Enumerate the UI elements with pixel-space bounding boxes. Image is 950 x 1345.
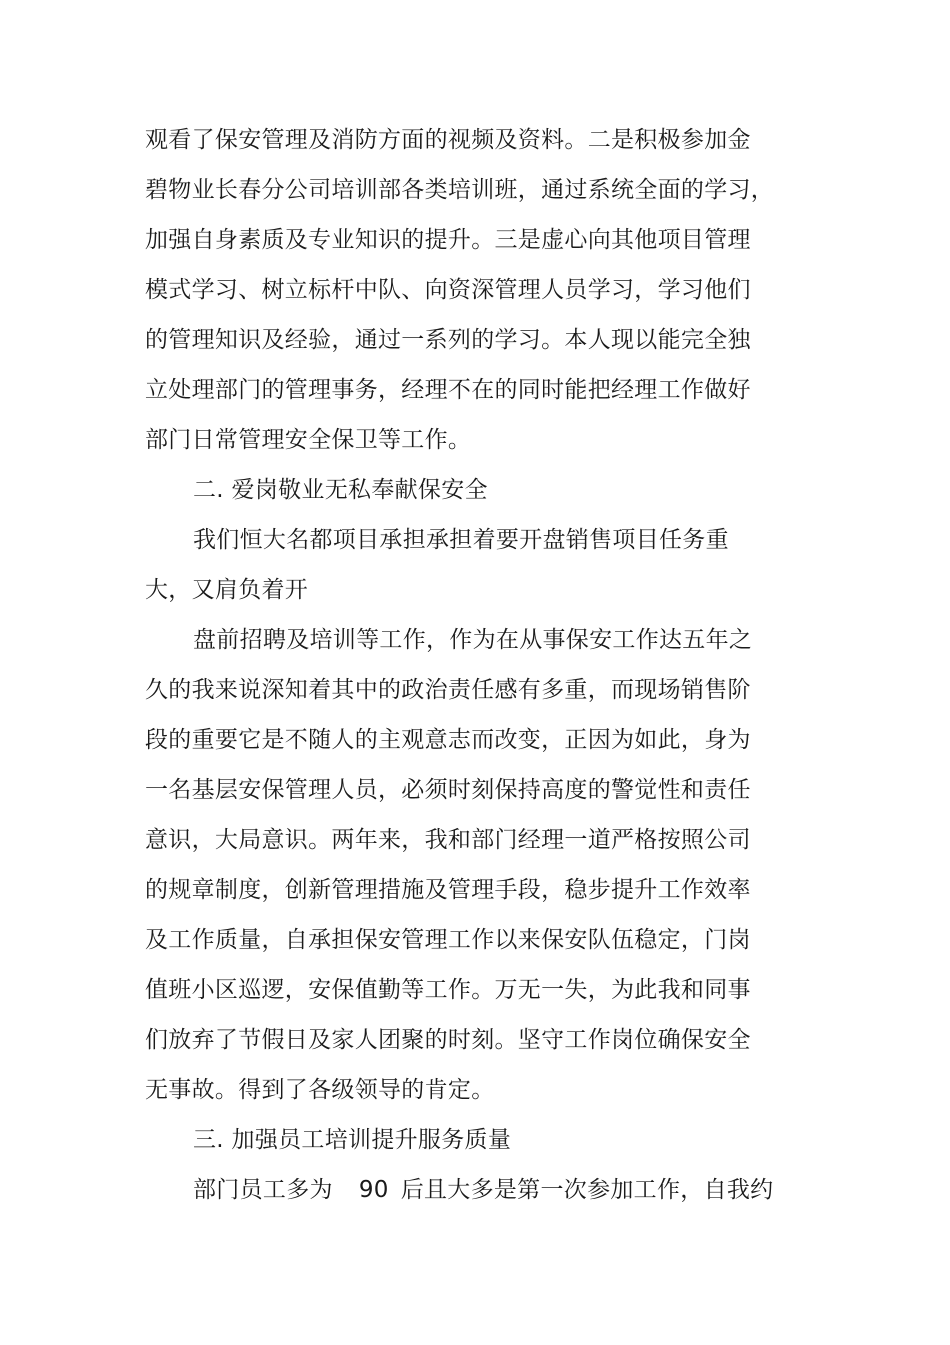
section-heading: 二. 爱岗敬业无私奉献保安全: [193, 477, 488, 503]
text-segment: 后且大多是第一次参加工作，自我约: [400, 1177, 774, 1203]
text-line: 们放弃了节假日及家人团聚的时刻。坚守工作岗位确保安全: [145, 1027, 751, 1053]
text-line: 一名基层安保管理人员，必须时刻保持高度的警觉性和责任: [145, 777, 751, 803]
text-line: 无事故。得到了各级领导的肯定。: [145, 1077, 495, 1103]
text-line: 立处理部门的管理事务，经理不在的同时能把经理工作做好: [145, 377, 751, 403]
text-line: 加强自身素质及专业知识的提升。三是虚心向其他项目管理: [145, 227, 751, 253]
text-line: 碧物业长春分公司培训部各类培训班，通过系统全面的学习，: [145, 177, 775, 203]
text-line: 久的我来说深知着其中的政治责任感有多重，而现场销售阶: [145, 677, 751, 703]
text-line: [193, 1172, 833, 1208]
text-line: 意识，大局意识。两年来，我和部门经理一道严格按照公司: [145, 827, 751, 853]
text-line: 观看了保安管理及消防方面的视频及资料。二是积极参加金: [145, 127, 751, 153]
text-line: 及工作质量，自承担保安管理工作以来保安队伍稳定，门岗: [145, 927, 751, 953]
number-text: 90: [358, 1177, 389, 1203]
text-line: 段的重要它是不随人的主观意志而改变，正因为如此，身为: [145, 727, 751, 753]
text-line: 模式学习、树立标杆中队、向资深管理人员学习，学习他们: [145, 277, 751, 303]
section-heading: 三. 加强员工培训提升服务质量: [193, 1127, 512, 1153]
text-line: 值班小区巡逻，安保值勤等工作。万无一失，为此我和同事: [145, 977, 751, 1003]
text-line: 大，又肩负着开: [145, 577, 309, 603]
text-line: 的规章制度，创新管理措施及管理手段，稳步提升工作效率: [145, 877, 751, 903]
text-segment: 部门员工多为: [193, 1177, 333, 1203]
text-line: 的管理知识及经验，通过一系列的学习。本人现以能完全独: [145, 327, 751, 353]
text-line: 我们恒大名都项目承担承担着要开盘销售项目任务重: [193, 527, 729, 553]
text-line: 部门日常管理安全保卫等工作。: [145, 427, 472, 453]
text-line: 盘前招聘及培训等工作，作为在从事保安工作达五年之: [193, 627, 753, 653]
